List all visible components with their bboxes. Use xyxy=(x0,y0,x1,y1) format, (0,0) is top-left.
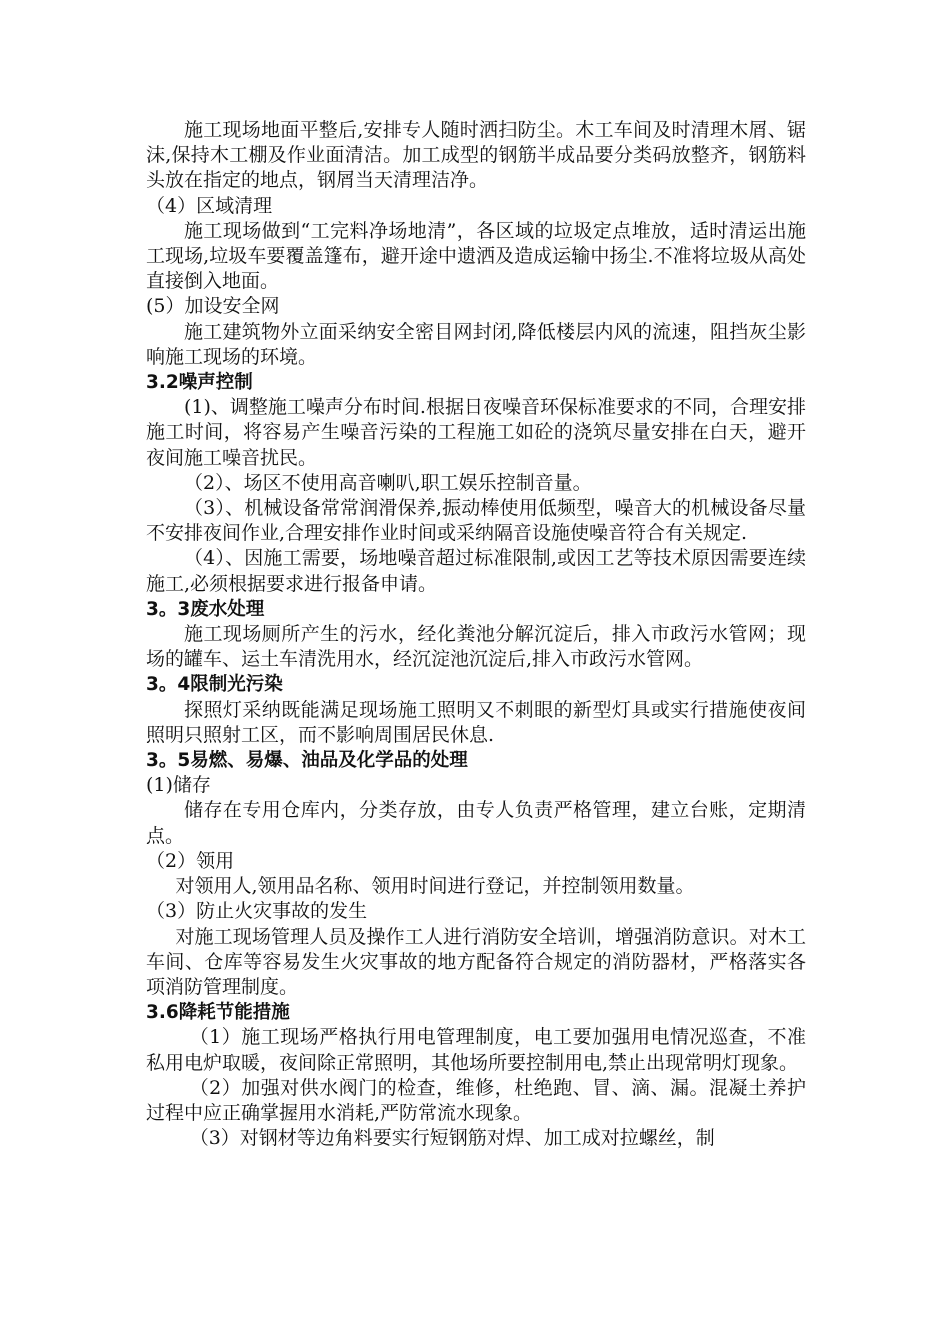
paragraph: 施工现场做到“工完料净场地清”，各区域的垃圾定点堆放，适时清运出施工现场,垃圾车要覆盖篷布，避开途中遗洒及造成运输中扬尘.不准将垃圾从高处直接倒入地面。 xyxy=(146,219,806,293)
paragraph: 施工现场厕所产生的污水，经化粪池分解沉淀后，排入市政污水管网；现场的罐车、运土车清洗用水，经沉淀池沉淀后,排入市政污水管网。 xyxy=(146,623,806,671)
paragraph: （3）对钢材等边角料要实行短钢筋对焊、加工成对拉螺丝，制 xyxy=(189,1127,715,1150)
list-item-heading: （2）领用 xyxy=(146,849,235,872)
paragraph: （2）、场区不使用高音喇叭,职工娱乐控制音量。 xyxy=(184,471,592,494)
list-item-heading: （3）防止火灾事故的发生 xyxy=(146,900,368,923)
section-heading: 3.6降耗节能措施 xyxy=(146,1002,290,1024)
section-heading: 3。5易燃、易爆、油品及化学品的处理 xyxy=(146,750,468,772)
list-item-heading: (5）加设安全网 xyxy=(146,295,280,318)
section-heading: 3。4限制光污染 xyxy=(146,674,283,696)
paragraph: 施工建筑物外立面采纳安全密目网封闭,降低楼层内风的流速，阻挡灰尘影响施工现场的环境。 xyxy=(146,320,806,368)
paragraph: 对领用人,领用品名称、领用时间进行登记，并控制领用数量。 xyxy=(175,875,695,898)
paragraph: （2）加强对供水阀门的检查，维修，杜绝跑、冒、滴、漏。混凝土养护过程中应正确掌握用水消耗,严防常流水现象。 xyxy=(146,1076,806,1124)
document-page xyxy=(146,118,806,1151)
list-item-heading: (1)储存 xyxy=(146,774,211,797)
paragraph: 储存在专用仓库内，分类存放，由专人负责严格管理，建立台账，定期清点。 xyxy=(146,799,806,847)
section-heading: 3.2噪声控制 xyxy=(146,372,253,394)
paragraph: 施工现场地面平整后,安排专人随时洒扫防尘。木工车间及时清理木屑、锯沫,保持木工棚及作业面清洁。加工成型的钢筋半成品要分类码放整齐，钢筋料头放在指定的地点，钢屑当天清理洁净。 xyxy=(146,119,806,192)
paragraph: (1)、调整施工噪声分布时间.根据日夜噪音环保标准要求的不同，合理安排施工时间，将容易产生噪音污染的工程施工如砼的浇筑尽量安排在白天，避开夜间施工噪音扰民。 xyxy=(146,396,806,469)
section-heading: 3。3废水处理 xyxy=(146,598,265,620)
paragraph: （4）、因施工需要，场地噪音超过标准限制,或因工艺等技术原因需要连续施工,必须根据要求进行报备申请。 xyxy=(146,547,806,595)
paragraph: 探照灯采纳既能满足现场施工照明又不刺眼的新型灯具或实行措施使夜间照明只照射工区，而不影响周围居民休息. xyxy=(146,698,806,746)
paragraph: （3）、机械设备常常润滑保养,振动棒使用低频型，噪音大的机械设备尽量不安排夜间作业,合理安排作业时间或采纳隔音设施使噪音符合有关规定. xyxy=(146,497,806,545)
paragraph: 对施工现场管理人员及操作工人进行消防安全培训，增强消防意识。对木工车间、仓库等容易发生火灾事故的地方配备符合规定的消防器材，严格落实各项消防管理制度。 xyxy=(146,925,806,998)
list-item-heading: （4）区域清理 xyxy=(146,194,273,217)
paragraph: （1）施工现场严格执行用电管理制度，电工要加强用电情况巡查，不准私用电炉取暖，夜间除正常照明，其他场所要控制用电,禁止出现常明灯现象。 xyxy=(146,1026,806,1074)
